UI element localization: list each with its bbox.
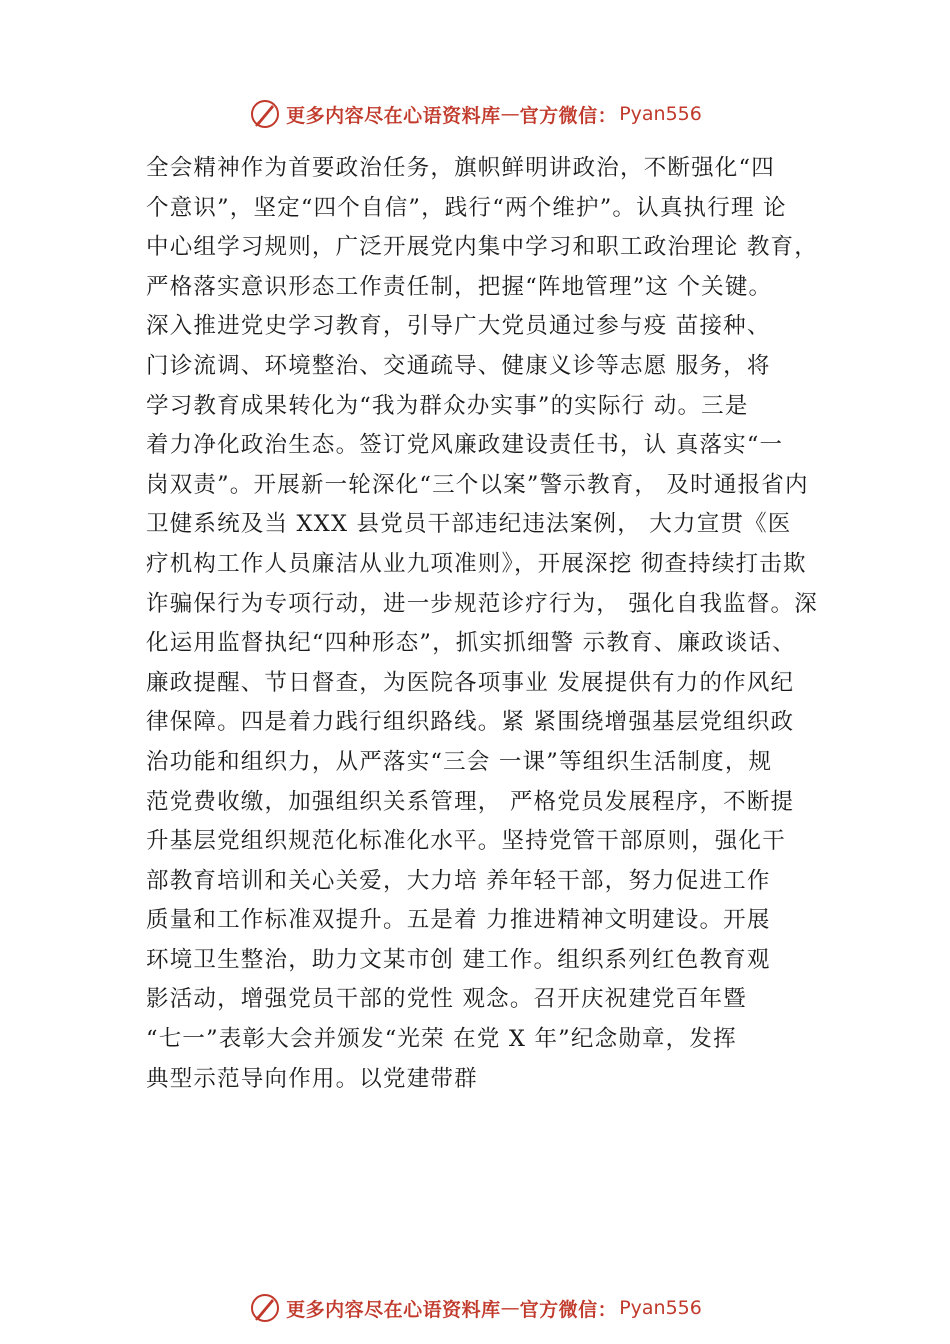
header-site-text: 更多内容尽在心语资料库	[286, 104, 501, 127]
document-body	[146, 149, 836, 1099]
body-line: 诈骗保行为专项行动，进一步规范诊疗行为， 强化自我监督。深	[146, 590, 818, 617]
body-line: 化运用监督执纪“四种形态”，抓实抓细警 示教育、廉政谈话、	[146, 630, 796, 657]
footer-wechat-id: Pyan556	[619, 1297, 702, 1319]
footer-site-text: 更多内容尽在心语资料库	[286, 1298, 501, 1321]
body-line: 部教育培训和关心关爱，大力培 养年轻干部，努力促进工作	[146, 867, 771, 894]
body-line: 个意识”，坚定“四个自信”，践行“两个维护”。认真执行理 论	[146, 194, 787, 221]
body-line: 中心组学习规则，广泛开展党内集中学习和职工政治理论 教育，	[146, 234, 818, 261]
body-line: 深入推进党史学习教育，引导广大党员通过参与疫 苗接种、	[146, 313, 771, 340]
body-line: 廉政提醒、节日督查，为医院各项事业 发展提供有力的作风纪	[146, 669, 795, 696]
body-line: 岗双责”。开展新一轮深化“三个以案”警示教育， 及时通报省内	[146, 471, 809, 498]
body-line: 着力净化政治生态。签订党风廉政建设责任书，认 真落实“一	[146, 432, 784, 459]
footer-banner	[0, 1288, 950, 1328]
header-wechat-label: 官方微信：	[519, 104, 618, 127]
header-banner	[0, 94, 950, 134]
body-line: 学习教育成果转化为“我为群众办实事”的实际行 动。三是	[146, 392, 749, 419]
footer-separator: —	[500, 1297, 520, 1319]
body-line: 全会精神作为首要政治任务，旗帜鲜明讲政治，不断强化“四	[146, 155, 775, 181]
body-line: 范党费收缴，加强组织关系管理， 严格党员发展程序，不断提	[146, 788, 795, 815]
body-line: 严格落实意识形态工作责任制，把握“阵地管理”这 个关键。	[146, 273, 773, 300]
body-line: 疗机构工作人员廉洁从业九项准则》，开展深挖 彻查持续打击欺	[146, 550, 807, 577]
body-line: 质量和工作标准双提升。五是着 力推进精神文明建设。开展	[146, 907, 771, 934]
body-line: 卫健系统及当 XXX 县党员干部违纪违法案例， 大力宣贯《医	[146, 511, 792, 538]
footer-wechat-label: 官方微信：	[519, 1298, 618, 1321]
body-line: 升基层党组织规范化标准化水平。坚持党管干部原则，强化干	[146, 828, 786, 855]
header-wechat-id: Pyan556	[619, 103, 702, 125]
body-line: 环境卫生整治，助力文某市创 建工作。组织系列红色教育观	[146, 946, 771, 973]
body-line: 典型示范导向作用。以党建带群	[146, 1065, 478, 1092]
quill-logo-icon	[248, 97, 282, 131]
quill-logo-icon	[248, 1291, 282, 1325]
body-line: 影活动，增强党员干部的党性 观念。召开庆祝建党百年暨	[146, 986, 747, 1013]
body-line: 律保障。四是着力践行组织路线。紧 紧围绕增强基层党组织政	[146, 709, 795, 736]
body-line: 治功能和组织力，从严落实“三会 一课”等组织生活制度，规	[146, 748, 773, 775]
header-separator: —	[500, 103, 520, 125]
body-line: “七一”表彰大会并颁发“光荣 在党 X 年”纪念勋章，发挥	[146, 1026, 737, 1053]
body-line: 门诊流调、环境整治、交通疏导、健康义诊等志愿 服务，将	[146, 352, 771, 379]
